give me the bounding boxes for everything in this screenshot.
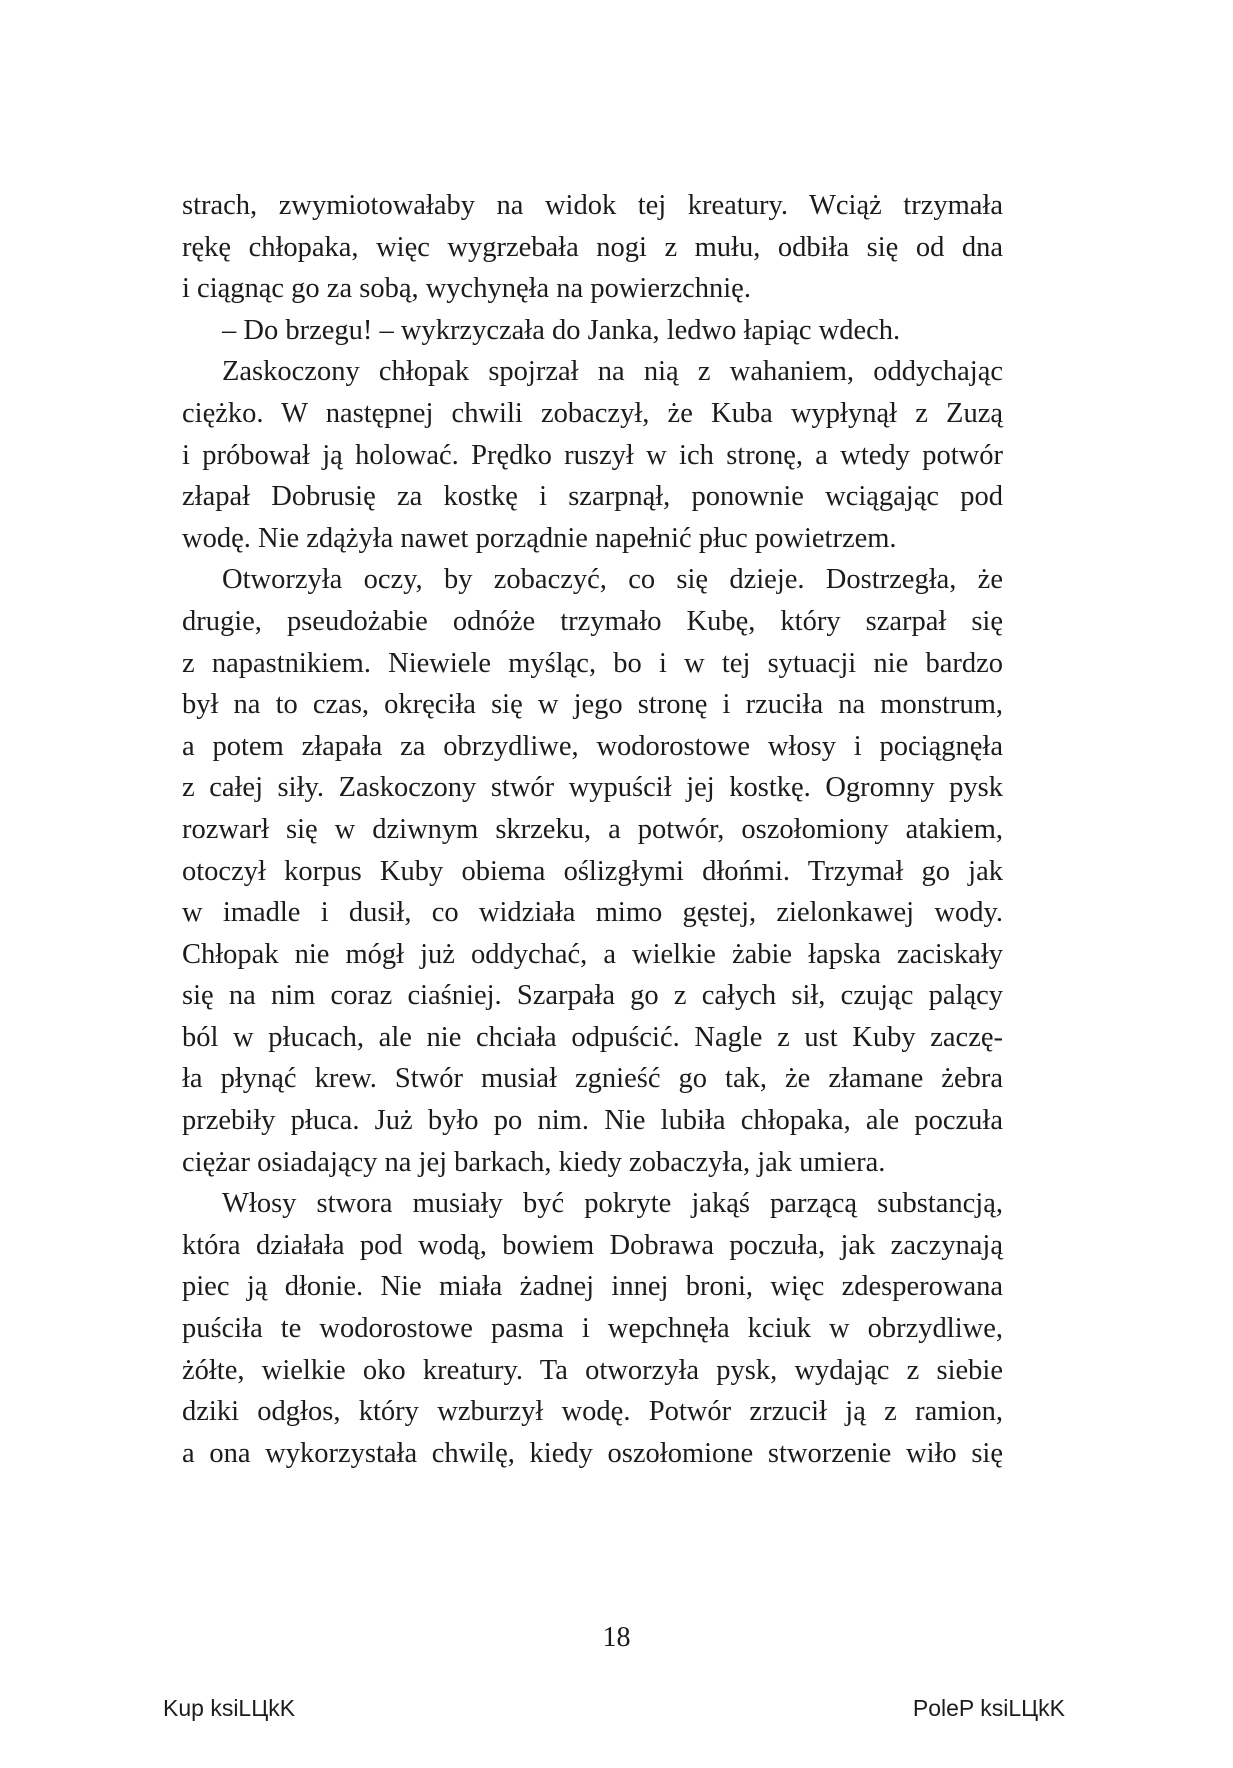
text-line: i próbował ją holować. Prędko ruszył w ich stronę, a wtedy potwór (182, 439, 1003, 471)
text-line: z napastnikiem. Niewiele myśląc, bo i w tej sytuacji nie bardzo (182, 647, 1003, 679)
footer-recommend-book-link[interactable]: PoleP ksiLЦkK (912, 1695, 1065, 1721)
text-line: która działała pod wodą, bowiem Dobrawa poczuła, jak zaczynają (182, 1229, 1003, 1261)
text-line: przebiły płuca. Już było po nim. Nie lubiła chłopaka, ale poczuła (182, 1105, 1003, 1137)
text-line: Włosy stwora musiały być pokryte jakąś parzącą substancją, (222, 1188, 1003, 1220)
text-line: ciężko. W następnej chwili zobaczył, że Kuba wypłynął z Zuzą (182, 397, 1003, 429)
text-line: w imadle i dusił, co widziała mimo gęstej, zielonkawej wody. (182, 897, 1003, 929)
text-line: dziki odgłos, który wzburzył wodę. Potwór zrzucił ją z ramion, (182, 1396, 1003, 1428)
text-line: z całej siły. Zaskoczony stwór wypuścił jej kostkę. Ogromny pysk (182, 772, 1003, 804)
body-text (182, 185, 1003, 1474)
text-line: ła płynąć krew. Stwór musiał zgnieść go tak, że złamane żebra (182, 1063, 1003, 1095)
text-line: drugie, pseudożabie odnóże trzymało Kubę, który szarpał się (182, 605, 1003, 637)
text-line: był na to czas, okręciła się w jego stronę i rzuciła na monstrum, (182, 689, 1003, 721)
text-line: a potem złapała za obrzydliwe, wodorostowe włosy i pociągnęła (182, 730, 1003, 762)
text-line: strach, zwymiotowałaby na widok tej kreatury. Wciąż trzymała (182, 190, 1003, 221)
text-line: puściła te wodorostowe pasma i wepchnęła kciuk w obrzydliwe, (182, 1313, 1003, 1345)
page-number: 18 (602, 1622, 631, 1653)
text-line: otoczył korpus Kuby obiema oślizgłymi dłońmi. Trzymał go jak (182, 855, 1003, 887)
text-line: żółte, wielkie oko kreatury. Ta otworzyła pysk, wydając z siebie (182, 1354, 1003, 1386)
text-line: Otworzyła oczy, by zobaczyć, co się dzieje. Dostrzegła, że (222, 564, 1003, 596)
text-line: Chłopak nie mógł już oddychać, a wielkie żabie łapska zaciskały (182, 938, 1003, 970)
text-line: ból w płucach, ale nie chciała odpuścić. Nagle z ust Kuby zaczę- (182, 1021, 1003, 1053)
text-line: a ona wykorzystała chwilę, kiedy oszołomione stworzenie wiło się (182, 1437, 1003, 1469)
text-line: się na nim coraz ciaśniej. Szarpała go z całych sił, czując palący (182, 980, 1003, 1012)
text-line: i ciągnąc go za sobą, wychynęła na powierzchnię. (182, 273, 751, 305)
text-line: ciężar osiadający na jej barkach, kiedy zobaczyła, jak umiera. (182, 1146, 886, 1178)
footer-buy-book-link[interactable]: Kup ksiLЦkK (163, 1695, 296, 1721)
text-line: wodę. Nie zdążyła nawet porządnie napełnić płuc powietrzem. (182, 522, 897, 554)
text-line: – Do brzegu! – wykrzyczała do Janka, ledwo łapiąc wdech. (222, 314, 901, 346)
text-line: rozwarł się w dziwnym skrzeku, a potwór, oszołomiony atakiem, (182, 813, 1003, 845)
text-line: rękę chłopaka, więc wygrzebała nogi z mułu, odbiła się od dna (182, 231, 1003, 263)
text-line: piec ją dłonie. Nie miała żadnej innej broni, więc zdesperowana (182, 1271, 1003, 1303)
text-line: Zaskoczony chłopak spojrzał na nią z wahaniem, oddychając (222, 356, 1003, 388)
text-line: złapał Dobrusię za kostkę i szarpnął, ponownie wciągając pod (182, 481, 1003, 513)
